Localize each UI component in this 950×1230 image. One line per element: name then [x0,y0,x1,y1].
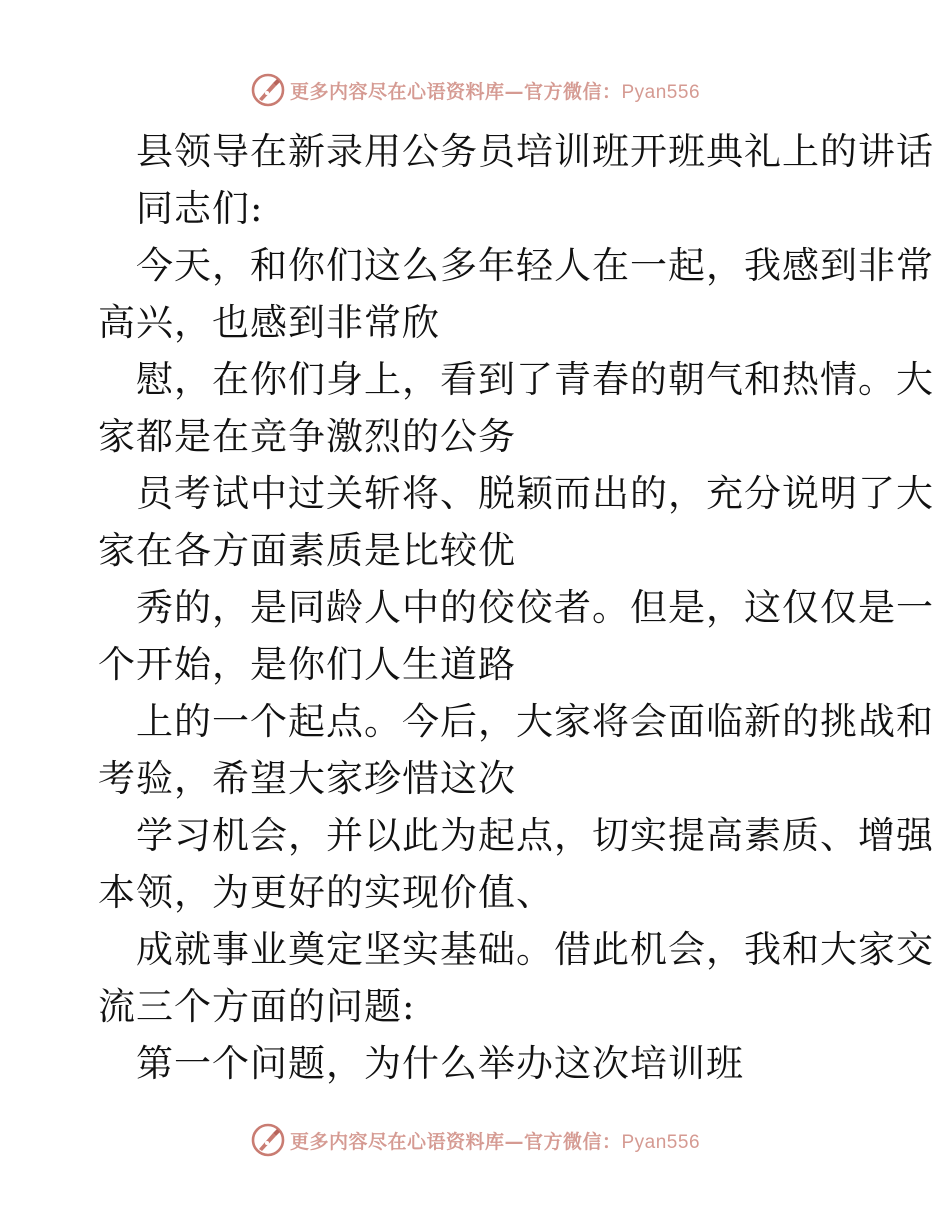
paragraph-line: 考验，希望大家珍惜这次 [98,757,516,800]
paragraph-line: 本领，为更好的实现价值、 [98,871,554,914]
watermark-header [0,70,950,110]
pen-nib-logo-icon [250,1122,286,1158]
salutation: 同志们: [136,187,264,230]
paragraph-line: 今天，和你们这么多年轻人在一起，我感到非常 [136,244,934,287]
paragraph-line: 流三个方面的问题: [98,985,416,1028]
paragraph-line: 家在各方面素质是比较优 [98,529,516,572]
paragraph-line: 上的一个起点。今后，大家将会面临新的挑战和 [136,700,934,743]
document-body [98,123,934,1092]
paragraph-line: 学习机会，并以此为起点，切实提高素质、增强 [136,814,934,857]
paragraph-line: 个开始，是你们人生道路 [98,643,516,686]
paragraph-line: 慰，在你们身上，看到了青春的朝气和热情。大 [136,358,934,401]
paragraph-line: 员考试中过关斩将、脱颖而出的，充分说明了大 [136,472,934,515]
paragraph-line: 高兴，也感到非常欣 [98,301,440,344]
watermark-text: 更多内容尽在心语资料库—官方微信：Pyan556 [289,1130,701,1153]
document-title: 县领导在新录用公务员培训班开班典礼上的讲话 [136,130,934,173]
section-heading: 第一个问题，为什么举办这次培训班 [136,1042,744,1085]
pen-nib-logo-icon [250,72,286,108]
paragraph-line: 秀的，是同龄人中的佼佼者。但是，这仅仅是一 [136,586,934,629]
watermark-footer [0,1120,950,1160]
paragraph-line: 成就事业奠定坚实基础。借此机会，我和大家交 [136,928,934,971]
paragraph-line: 家都是在竞争激烈的公务 [98,415,516,458]
watermark-text: 更多内容尽在心语资料库—官方微信：Pyan556 [289,80,701,103]
